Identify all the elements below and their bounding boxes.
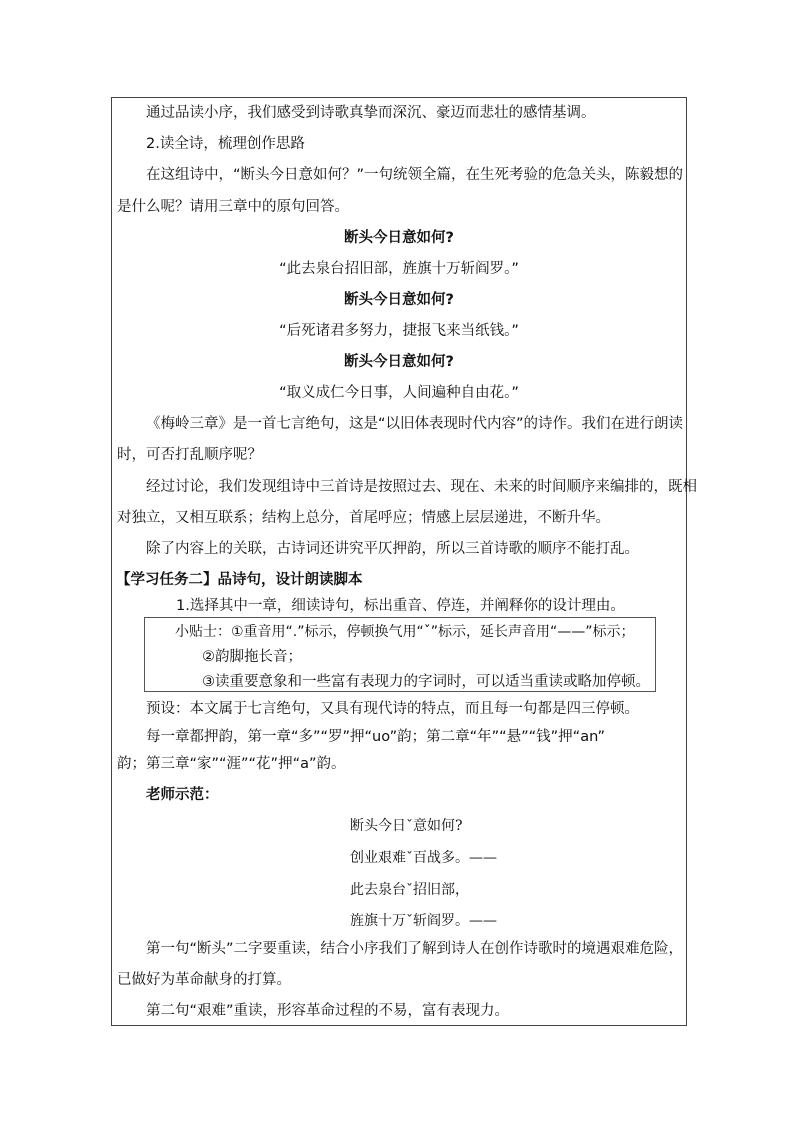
tip-line: ③读重要意象和一些富有表现力的字词时，可以适当重读或略加停顿。 (202, 674, 650, 690)
paragraph-summary: 通过品读小序，我们感受到诗歌真挚而深沉、豪迈而悲壮的感情基调。 (146, 105, 596, 121)
paragraph-question-line: 是什么呢？请用三章中的原句回答。 (117, 199, 349, 215)
question-line: 断头今日意如何? (344, 292, 454, 308)
question-line: 断头今日意如何? (344, 230, 454, 246)
task-two-item: 1.选择其中一章，细读诗句，标出重音、停连，并阐释你的设计理由。 (176, 598, 625, 614)
paragraph-order-question: 时，可否打乱顺序呢？ (117, 447, 262, 463)
tip-line: 小贴士：①重音用“.”标示，停顿换气用“ˇ”标示，延长声音用“——”标示； (175, 624, 635, 640)
teacher-demo-label: 老师示范： (146, 787, 219, 803)
explanation-line: 第一句“断头”二字要重读，结合小序我们了解到诗人在创作诗歌时的境遇艰难危险， (146, 941, 684, 957)
paragraph-order-question: 《梅岭三章》是一首七言绝句，这是“以旧体表现时代内容”的诗作。我们在进行朗读 (146, 416, 684, 432)
paragraph-discussion: 经过讨论，我们发现组诗中三首诗是按照过去、现在、未来的时间顺序来编排的，既相 (146, 479, 697, 495)
rhyme-paragraph: 每一章都押韵，第一章“多”“罗”押“uo”韵；第二章“年”“悬”“钱”押“an” (146, 729, 605, 745)
task-two-heading: 【学习任务二】品诗句，设计朗读脚本 (116, 572, 363, 588)
preset-paragraph: 预设：本文属于七言绝句，又具有现代诗的特点，而且每一句都是四三停顿。 (146, 701, 639, 717)
demo-poem-line: 创业艰难ˇ百战多。—— (350, 850, 497, 866)
paragraph-question-line: 在这组诗中，“断头今日意如何？”一句统领全篇，在生死考验的危急关头，陈毅想的 (146, 167, 684, 183)
answer-line: “此去泉台招旧部，旌旗十万斩阎罗。” (279, 261, 519, 277)
question-line: 断头今日意如何? (344, 354, 454, 370)
answer-line: “取义成仁今日事，人间遍种自由花。” (279, 385, 519, 401)
explanation-line: 第二句“艰难”重读，形容革命过程的不易，富有表现力。 (146, 1003, 510, 1019)
rhyme-paragraph: 韵；第三章“家”“涯”“花”押“a”韵。 (117, 756, 346, 772)
paragraph-discussion: 对独立，又相互联系；结构上总分，首尾呼应；情感上层层递进，不断升华。 (117, 510, 610, 526)
demo-poem-line: 断头今日ˇ意如何? (350, 818, 463, 834)
section-heading-read-poem: 2.读全诗，梳理创作思路 (146, 136, 305, 152)
paragraph-rhyme-order: 除了内容上的关联，古诗词还讲究平仄押韵，所以三首诗歌的顺序不能打乱。 (146, 541, 639, 557)
answer-line: “后死诸君多努力，捷报飞来当纸钱。” (279, 323, 519, 339)
demo-poem-line: 此去泉台ˇ招旧部， (350, 882, 469, 898)
explanation-line: 已做好为革命献身的打算。 (117, 972, 291, 988)
tip-line: ②韵脚拖长音； (202, 649, 302, 665)
demo-poem-line: 旌旗十万ˇ斩阎罗。—— (350, 913, 497, 929)
